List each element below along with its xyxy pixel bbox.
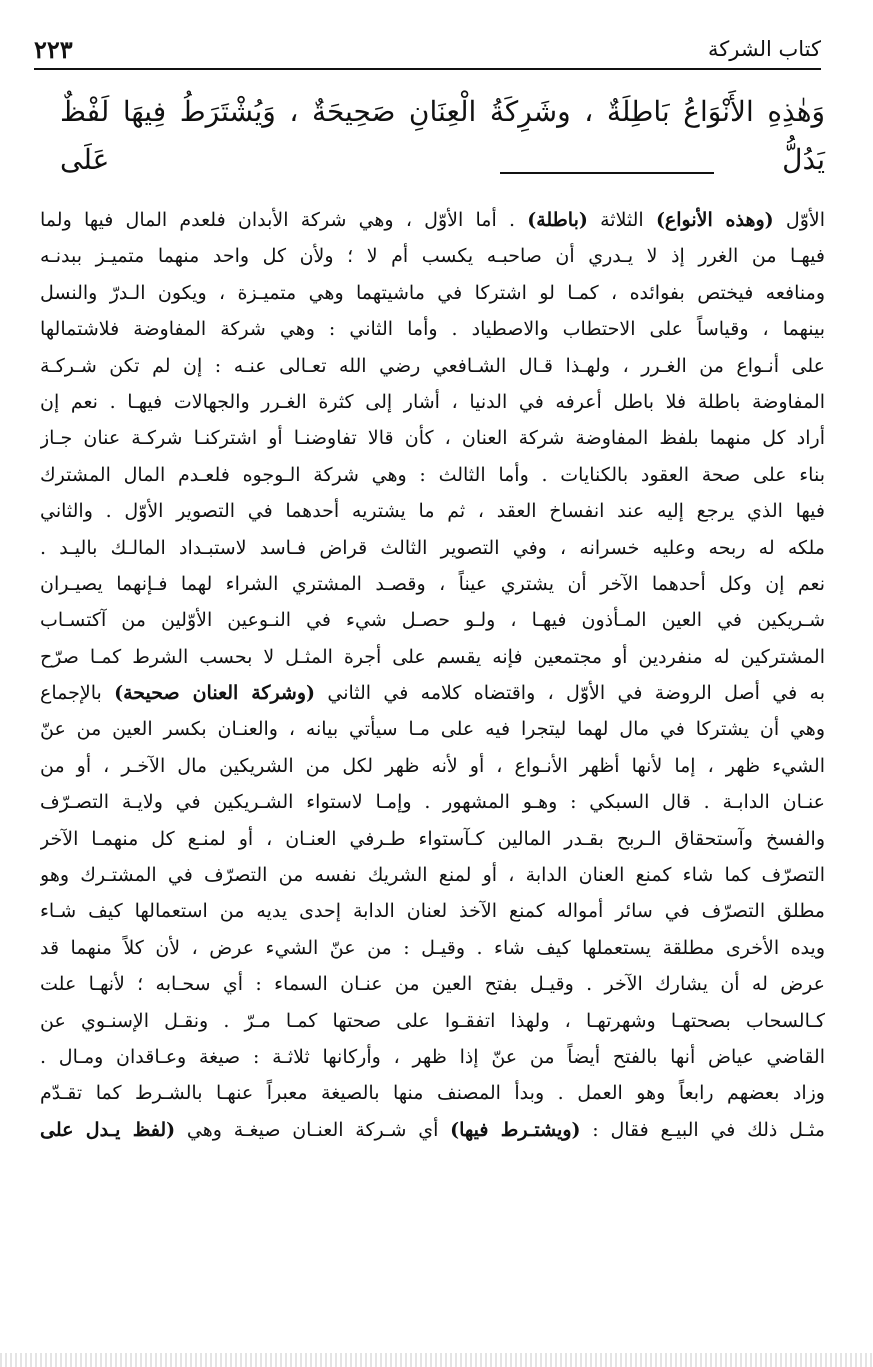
main-text-matn: وَهٰذِهِ الأَنْوَاعُ بَاطِلَةٌ ، وشَرِكَةُ الْعِنَانِ صَحِيحَةٌ ، وَيُشْتَرَطُ فِيهَا لَفْظٌ يَدُلُّ عَلَى — [60, 95, 825, 176]
commentary-line — [40, 566, 825, 602]
commentary-line — [40, 311, 825, 347]
text-divider-rule — [500, 172, 714, 174]
commentary-line — [40, 348, 825, 384]
commentary-fragment: بينهما ، وقياساً على الاحتطاب والاصطياد . وأما الثاني : وهي شركة المفاوضة فلاشتمالها — [40, 318, 825, 341]
commentary-fragment: المشتركين له منفردين أو مجتمعين فإنه يقسم على أجرة المثـل لا بحسب الشرط كمـا صرّح — [40, 645, 825, 668]
commentary-fragment: المفاوضة باطلة فلا باطل أعرفه في الدنيا ، أشار إلى كثرة الغـرر والجهالات فيهـا . نعم إن — [40, 390, 825, 413]
quoted-matn-fragment: (وشركة العنان صحيحة) — [114, 682, 316, 705]
commentary-fragment: شـريكين في العين المـأذون فيهـا ، ولـو حصـل شيء في النـوعين الأوّلين من آكتسـاب — [40, 609, 825, 632]
commentary-fragment: عنـان الدابـة . قال السبكي : وهـو المشهور . وإمـا لاستواء الشـريكين في ولايـة التصـرّف — [40, 791, 825, 814]
commentary-line — [40, 639, 825, 675]
running-header — [34, 30, 821, 70]
commentary-text-sharh — [40, 202, 825, 1148]
commentary-line — [40, 457, 825, 493]
commentary-fragment: فيها الذي يرجع إليه عند انفساخ العقد ، ثم ما يشتريه أحدهما في التصوير الأوّل . والثاني — [40, 500, 825, 523]
commentary-line — [40, 784, 825, 820]
commentary-line — [40, 1075, 825, 1111]
commentary-fragment: والفسخ وآستحقاق الـربح بقـدر المالين كـآستواء طـرفي العنـان ، أو لمنـع كل منهمـا الآخر — [40, 827, 825, 850]
commentary-fragment: الثلاثة — [587, 209, 656, 231]
commentary-line — [40, 420, 825, 456]
chapter-title: كتاب الشركة — [708, 37, 821, 61]
commentary-fragment: . أما الأوّل ، وهي شركة الأبدان فلعدم المال فيها ولما — [40, 209, 528, 231]
page-number: ٢٢٣ — [34, 34, 73, 64]
quoted-matn-fragment: (وهذه الأنواع) — [655, 209, 774, 231]
commentary-fragment: أي شـركة العنـان صيغـة وهي — [175, 1118, 451, 1141]
commentary-fragment: فيهـا من الغرر إذ لا يـدري أن صاحبـه يكسب أم لا ؛ ولأن كل واحد منهما متميـز ببدنـه — [40, 245, 825, 268]
commentary-line — [40, 675, 825, 711]
commentary-fragment: مطلق التصرّف في سائر أمواله كمنع الآخذ لعنان الدابة إحدى يديه من استعمالها كيف شـاء — [40, 900, 825, 923]
commentary-fragment: بالإجماع — [40, 682, 115, 705]
quoted-matn-fragment: (لفظ يـدل على — [40, 1118, 176, 1141]
commentary-line — [40, 1112, 825, 1148]
commentary-line — [40, 930, 825, 966]
commentary-fragment: على أنـواع من الغـرر ، ولهـذا قـال الشـافعي رضي الله تعـالى عنـه : إن لم تكن شـركـة — [40, 354, 825, 377]
commentary-fragment: وزاد بعضهم رابعاً وهو العمل . وبدأ المصنف منها بالصيغة معبراً عنهـا بالشـرط كما تقـدّم — [40, 1082, 825, 1105]
commentary-line — [40, 202, 825, 238]
commentary-line — [40, 893, 825, 929]
commentary-fragment: الشيء ظهر ، إما لأنها أظهر الأنـواع ، أو لأنه ظهر لكل من الشريكين مال الآخـر ، أو من — [40, 754, 825, 777]
commentary-line — [40, 384, 825, 420]
commentary-line — [40, 238, 825, 274]
commentary-line — [40, 857, 825, 893]
commentary-line — [40, 493, 825, 529]
commentary-fragment: ملكه له ربحه وعليه خسرانه ، وفي التصوير الثالث قراض فـاسد لاستبـداد المالـك باليـد . — [40, 536, 825, 559]
commentary-line — [40, 1039, 825, 1075]
quoted-matn-fragment: (ويشتـرط فيها) — [450, 1118, 581, 1141]
commentary-fragment: به في أصل الروضة في الأوّل ، واقتضاه كلامه في الثاني — [315, 682, 825, 705]
commentary-fragment: مثـل ذلك في البيـع فقال : — [580, 1118, 825, 1141]
commentary-fragment: كـالسحاب بصحتهـا وشهرتهـا ، ولهذا اتفقـوا على صحتها كمـا مـرّ . ونقـل الإسنـوي عن — [40, 1009, 825, 1032]
commentary-fragment: ومنافعه فيختص بفوائده ، كمـا لو اشتركا في ماشيتهما وهي متميـزة ، ويكون الـدرّ والنسل — [40, 281, 825, 304]
commentary-line — [40, 275, 825, 311]
commentary-line — [40, 711, 825, 747]
commentary-fragment: ويده الأخرى مطلقة يستعملها كيف شاء . وقيـل : من عنّ الشيء عرض ، لأن كلاً منهما قد — [40, 936, 825, 959]
quoted-matn-fragment: (باطلة) — [527, 209, 588, 231]
commentary-fragment: التصرّف كما شاء كمنع العنان الدابة ، أو لمنع الشريك نفسه من التصرّف في المشتـرك وهو — [40, 864, 825, 887]
commentary-fragment: بناء على صحة العقود بالكنايات . وأما الثالث : وهي شركة الـوجوه فلعـدم المال المشترك — [40, 463, 825, 486]
commentary-line — [40, 748, 825, 784]
commentary-line — [40, 602, 825, 638]
scan-edge-noise — [0, 1353, 873, 1367]
commentary-fragment: عرض له أن يشارك الآخر . وقيـل بفتح العين من عنـان السماء : أي سحـابه ؛ لأنهـا علت — [40, 973, 825, 996]
commentary-line — [40, 821, 825, 857]
commentary-line — [40, 1003, 825, 1039]
commentary-fragment: الأوّل — [773, 209, 825, 231]
commentary-fragment: وهي أن يشتركا في مال لهما ليتجرا فيه على مـا سيأتي بيانه ، والعنـان بكسر العين من عنّ — [40, 718, 825, 741]
commentary-line — [40, 530, 825, 566]
commentary-line — [40, 966, 825, 1002]
commentary-fragment: القاضي عياض أنها بالفتح أيضاً من عنّ إذا ظهر ، وأركانها ثلاثـة : صيغة وعـاقدان ومـال . — [40, 1045, 825, 1068]
commentary-fragment: أراد كل منهما بلفظ المفاوضة شركة العنان ، كأن قالا تفاوضنـا أو اشتركنـا شركـة عنان جـاز — [40, 427, 825, 450]
commentary-fragment: نعم إن وكل أحدهما الآخر أن يشتري عيناً ، وقصـد المشتري الشراء لهما فـإنهما يصيـران — [40, 572, 825, 595]
